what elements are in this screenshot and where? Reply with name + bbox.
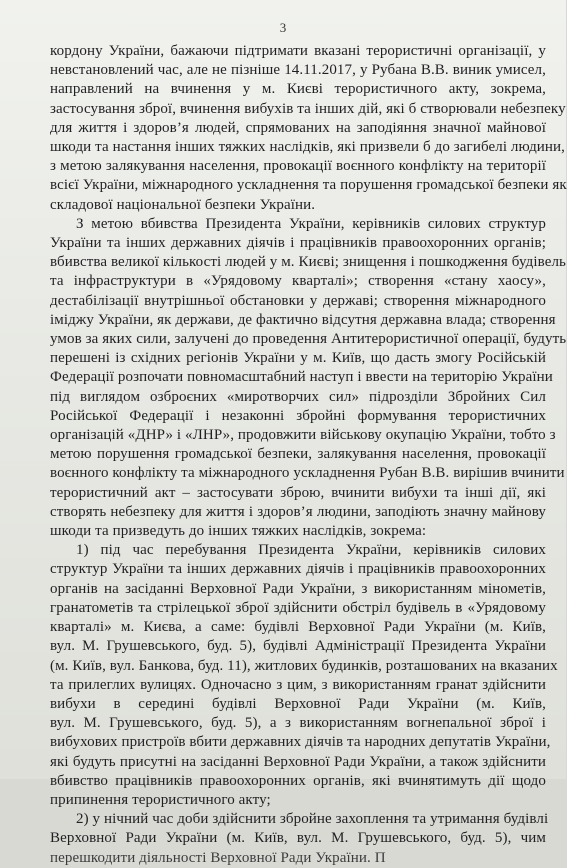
text-line: дестабілізації внутрішньої обстановки у державі; створення міжнародного — [50, 292, 546, 309]
text-line: вул. М. Грушевського, буд. 5), а з використанням вогнепальної зброї і — [50, 715, 546, 732]
text-line: вибухи в середині будівлі Верховної Ради України (м. Київ, — [50, 695, 546, 712]
text-line: з метою залякування населення, провокації воєнного конфлікту на території — [50, 158, 546, 175]
text-line: гранатометів та стрілецької зброї здійснити обстріл будівель в «Урядовому — [50, 599, 546, 616]
text-line: Верховної Ради України (м. Київ, вул. М. Грушевського, буд. 5), чим — [50, 830, 546, 847]
text-line: структур України та інших державних діячів і працівників правоохоронних — [50, 561, 546, 578]
text-line: метою порушення громадської безпеки, залякування населення, провокації — [50, 446, 546, 463]
text-line: шкоди та призведуть до інших тяжких наслідків, зокрема: — [50, 523, 427, 540]
page-number: 3 — [279, 20, 287, 35]
text-line: перешені із східних регіонів України у м. Київ, що дасть змогу Російській — [50, 350, 546, 367]
text-line: шкоди та настання інших тяжких наслідків, які призвели б до загибелі людини, — [50, 139, 566, 156]
text-line: воєнного конфлікту та міжнародного ускладнення Рубан В.В. вирішив вчинити — [50, 465, 565, 482]
text-line: організацій «ДНР» і «ЛНР», продовжити військову окупацію України, тобто з — [50, 427, 556, 444]
text-line: припинення терористичного акту; — [50, 791, 271, 808]
text-line: вул. М. Грушевського, буд. 5), будівлі Адміністрації Президента України — [50, 638, 546, 655]
text-line: З метою вбивства Президента України, керівників силових структур — [76, 215, 546, 232]
text-line: перешкодити діяльності Верховної Ради України. П — [50, 849, 386, 866]
text-line: та інфраструктури в «Урядовому кварталі»; створення «стану хаосу», — [50, 273, 546, 290]
text-line: органів на засіданні Верховної Ради України, з використанням мінометів, — [50, 580, 546, 597]
text-line: 2) у нічний час доби здійснити збройне захоплення та утримання будівлі — [76, 811, 549, 828]
document-body — [40, 42, 567, 868]
text-line: для життя і здоров’я людей, спрямованих на заподіяння значної майнової — [50, 119, 546, 136]
text-line: Федерації розпочати повномасштабний наступ і ввести на територію України — [50, 369, 553, 386]
text-line: невстановлений час, але не пізніше 14.11.2017, у Рубана В.В. виник умисел, — [50, 62, 546, 79]
text-line: всієї України, міжнародного ускладнення та порушення громадської безпеки як — [50, 177, 567, 194]
text-line: терористичний акт – застосувати зброю, вчинити вибухи та інші дії, які — [50, 484, 546, 501]
text-line: які будуть присутні на засіданні Верховної Ради України, а також здійснити — [50, 753, 546, 770]
text-line: під виглядом озброєних «миротворчих сил» підрозділи Збройних Сил — [50, 388, 546, 405]
text-line: України та інших державних діячів і працівників правоохоронних органів; — [50, 235, 546, 252]
text-line: кварталі» м. Києва, а саме: будівлі Верховної Ради України (м. Київ, — [50, 619, 546, 636]
text-line: кордону України, бажаючи підтримати вказані терористичні організації, у — [50, 43, 546, 59]
text-line: створять небезпеку для життя і здоров’я людини, заподіють значну майнову — [50, 503, 546, 520]
text-line: (м. Київ, вул. Банкова, буд. 11), житлових будинків, розташованих на вказаних — [50, 657, 558, 674]
text-line: та прилеглих вулицях. Одночасно з цим, з використанням гранат здійснити — [50, 676, 546, 693]
text-line: складової національної безпеки України. — [50, 196, 316, 213]
text-line: іміджу України, як держави, де фактично відсутня державна влада; створення — [50, 311, 556, 328]
text-line: вбивства великої кількості людей у м. Києві; знищення і пошкодження будівель — [50, 254, 566, 271]
text-line: Російської Федерації і незаконні збройні формування терористичних — [50, 407, 546, 424]
text-line: 1) під час перебування Президента України, керівників силових — [76, 542, 546, 559]
text-line: умов за яких сили, залучені до проведення Антитерористичної операції, будуть — [50, 331, 567, 348]
text-line: направлений на вчинення у м. Києві терористичного акту, зокрема, — [50, 81, 546, 98]
text-line: застосування зброї, вчинення вибухів та інших дій, які б створювали небезпеку — [50, 100, 566, 117]
text-line: вибухових пристроїв вбити державних діячів та народних депутатів України, — [50, 734, 551, 751]
text-line: вбивство працівників правоохоронних органів, які вчинятимуть дії щодо — [50, 772, 546, 789]
